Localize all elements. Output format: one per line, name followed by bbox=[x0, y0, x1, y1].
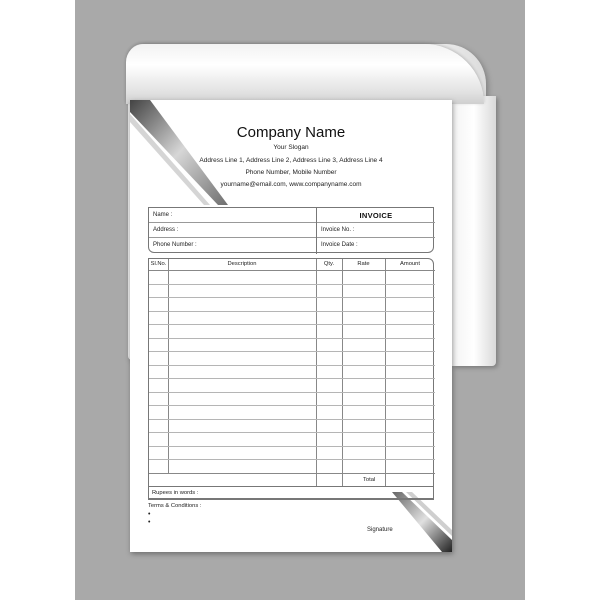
invoice-date-label: Invoice Date : bbox=[321, 242, 358, 248]
col-line-3 bbox=[342, 259, 343, 487]
col-header-amount: Amount bbox=[400, 261, 420, 267]
terms-bullet-2: • bbox=[148, 519, 151, 526]
table-row bbox=[149, 378, 435, 379]
terms-label: Terms & Conditions : bbox=[148, 503, 202, 509]
table-row bbox=[149, 446, 435, 447]
corner-decoration-bottom-right bbox=[392, 492, 452, 552]
phone-label: Phone Number : bbox=[153, 242, 197, 248]
invoice-title: INVOICE bbox=[359, 211, 393, 220]
address-row bbox=[149, 223, 316, 238]
name-label: Name : bbox=[153, 212, 173, 218]
name-row bbox=[149, 208, 316, 223]
company-address: Address Line 1, Address Line 2, Address Line 3, Address Line 4 bbox=[199, 157, 383, 164]
table-row bbox=[149, 392, 435, 393]
table-row bbox=[149, 284, 435, 285]
total-separator bbox=[149, 473, 435, 474]
col-header-rate: Rate bbox=[357, 261, 370, 267]
col-line-4 bbox=[385, 259, 386, 487]
company-slogan: Your Slogan bbox=[273, 144, 309, 151]
header-separator bbox=[149, 270, 435, 271]
table-row bbox=[149, 459, 435, 460]
table-row bbox=[149, 351, 435, 352]
invoice-sheet bbox=[130, 100, 452, 552]
under-page-edge bbox=[452, 96, 496, 366]
invoice-title-row bbox=[317, 208, 435, 223]
items-table bbox=[148, 258, 434, 500]
company-email-web: yourname@email.com, www.companyname.com bbox=[220, 181, 362, 188]
col-line-2 bbox=[316, 259, 317, 487]
invoice-no-label: Invoice No. : bbox=[321, 227, 355, 233]
company-name: Company Name bbox=[236, 124, 346, 141]
table-row bbox=[149, 338, 435, 339]
curled-page-top bbox=[126, 44, 484, 104]
terms-bullet-1: • bbox=[148, 511, 151, 518]
col-header-slno: Sl.No. bbox=[150, 261, 167, 267]
col-header-qty: Qty. bbox=[323, 261, 335, 267]
phone-row bbox=[149, 238, 316, 253]
table-row bbox=[149, 324, 435, 325]
table-row bbox=[149, 311, 435, 312]
invoice-date-row bbox=[317, 238, 435, 253]
table-row bbox=[149, 297, 435, 298]
total-label: Total bbox=[363, 477, 376, 483]
table-row bbox=[149, 365, 435, 366]
table-row bbox=[149, 419, 435, 420]
table-row bbox=[149, 405, 435, 406]
col-header-description: Description bbox=[227, 261, 257, 267]
table-row bbox=[149, 432, 435, 433]
corner-decoration-top-left bbox=[130, 100, 240, 210]
signature-label: Signature bbox=[367, 527, 393, 533]
customer-info-box bbox=[148, 207, 434, 253]
address-label: Address : bbox=[153, 227, 179, 233]
rupees-in-words-row bbox=[148, 486, 434, 499]
invoice-no-row bbox=[317, 223, 435, 238]
rupees-in-words-label: Rupees in words : bbox=[152, 490, 199, 496]
col-line-1 bbox=[168, 259, 169, 473]
company-phone: Phone Number, Mobile Number bbox=[245, 169, 337, 176]
